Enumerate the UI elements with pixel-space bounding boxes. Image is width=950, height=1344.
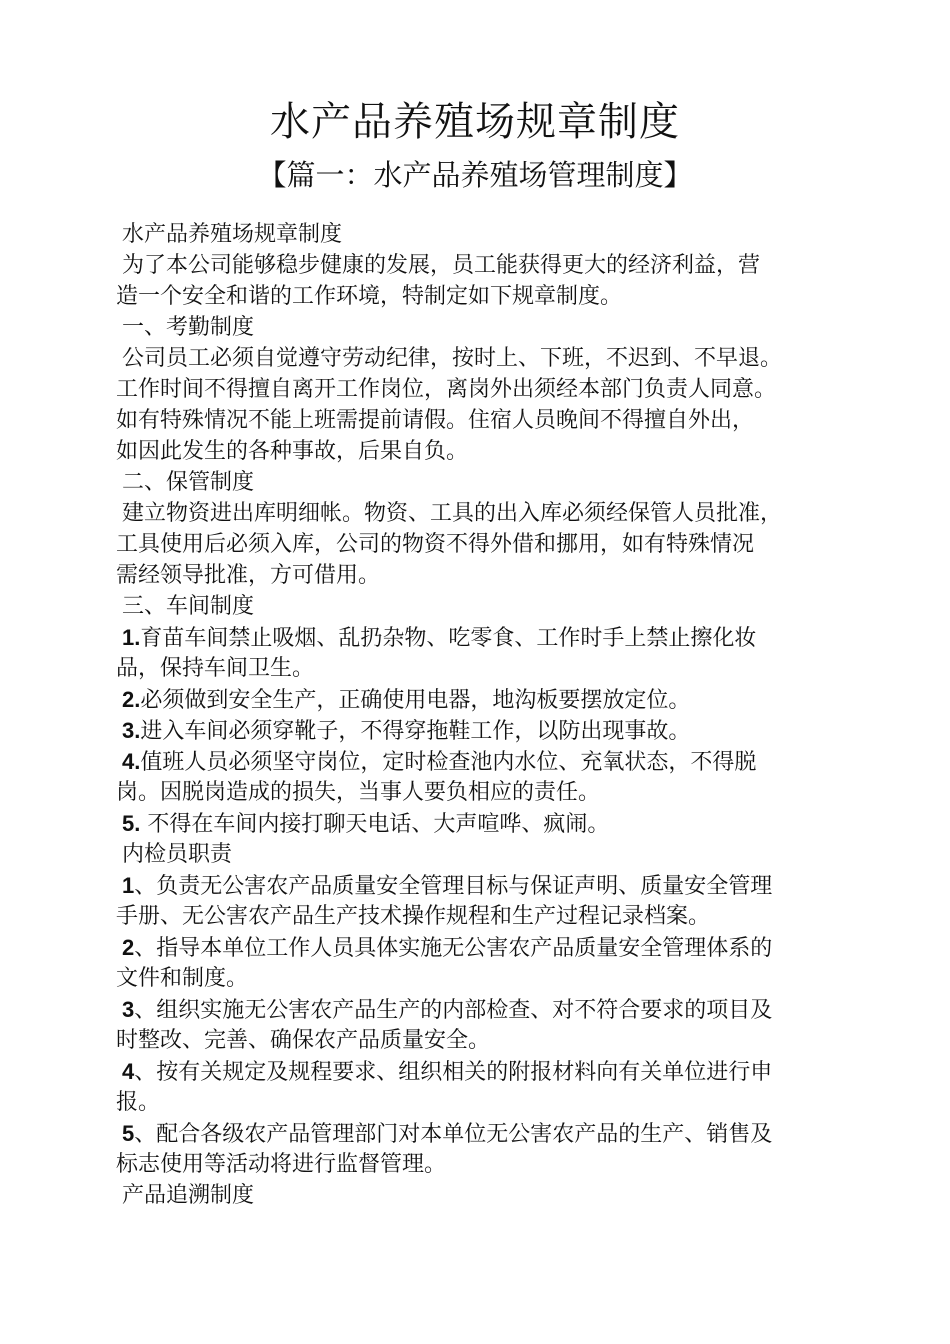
list-number: 1.	[122, 625, 141, 650]
body-line: 一、考勤制度	[122, 315, 255, 340]
body-line: 时整改、完善、确保农产品质量安全。	[116, 1028, 491, 1053]
body-line: 手册、无公害农产品生产技术操作规程和生产过程记录档案。	[116, 904, 711, 929]
body-line: 工具使用后必须入库，公司的物资不得外借和挪用，如有特殊情况	[116, 532, 755, 557]
body-line: 二、保管制度	[122, 470, 255, 495]
list-text: 、组织实施无公害农产品生产的内部检查、对不符合要求的项目及	[134, 998, 773, 1023]
body-line: 内检员职责	[122, 842, 233, 867]
body-line: 需经领导批准，方可借用。	[116, 563, 381, 588]
body-line: 建立物资进出库明细帐。物资、工具的出入库必须经保管人员批准，	[122, 501, 783, 526]
list-number: 3.	[122, 718, 141, 743]
list-number: 3	[122, 997, 135, 1022]
body-line	[116, 622, 876, 653]
list-number: 4.	[122, 749, 141, 774]
body-line	[116, 684, 876, 715]
body-line: 如因此发生的各种事故，后果自负。	[116, 439, 469, 464]
body-line	[116, 1118, 876, 1149]
list-number: 2.	[122, 687, 141, 712]
list-text: 进入车间必须穿靴子，不得穿拖鞋工作，以防出现事故。	[140, 719, 691, 744]
body-line	[116, 870, 876, 901]
body-line: 为了本公司能够稳步健康的发展，员工能获得更大的经济利益，营	[122, 253, 761, 278]
body-line: 工作时间不得擅自离开工作岗位，离岗外出须经本部门负责人同意。	[116, 377, 777, 402]
section-subtitle: 【篇一：水产品养殖场管理制度】	[257, 158, 693, 192]
body-line	[116, 808, 876, 839]
list-number: 2	[122, 935, 135, 960]
body-line: 岗。因脱岗造成的损失，当事人要负相应的责任。	[116, 780, 601, 805]
list-text: 、配合各级农产品管理部门对本单位无公害农产品的生产、销售及	[134, 1122, 773, 1147]
list-number: 5.	[122, 811, 141, 836]
list-text: 必须做到安全生产，正确使用电器，地沟板要摆放定位。	[140, 688, 691, 713]
list-text: 值班人员必须坚守岗位，定时检查池内水位、充氧状态，不得脱	[140, 750, 757, 775]
body-line: 如有特殊情况不能上班需提前请假。住宿人员晚间不得擅自外出，	[116, 408, 755, 433]
list-number: 1	[122, 873, 135, 898]
list-text: 不得在车间内接打聊天电话、大声喧哗、疯闹。	[140, 812, 610, 837]
page-title: 水产品养殖场规章制度	[270, 99, 680, 145]
body-line: 公司员工必须自觉遵守劳动纪律，按时上、下班，不迟到、不早退。	[122, 346, 783, 371]
body-line: 产品追溯制度	[122, 1183, 255, 1208]
document-body	[116, 219, 876, 1211]
body-line: 造一个安全和谐的工作环境，特制定如下规章制度。	[116, 284, 623, 309]
body-line: 三、车间制度	[122, 594, 255, 619]
list-text: 、负责无公害农产品质量安全管理目标与保证声明、质量安全管理	[134, 874, 773, 899]
body-line	[116, 1056, 876, 1087]
body-line	[116, 932, 876, 963]
list-text: 、按有关规定及规程要求、组织相关的附报材料向有关单位进行申	[134, 1060, 773, 1085]
body-line: 品，保持车间卫生。	[116, 656, 315, 681]
body-line: 文件和制度。	[116, 966, 249, 991]
body-line	[116, 994, 876, 1025]
list-text: 、指导本单位工作人员具体实施无公害农产品质量安全管理体系的	[134, 936, 773, 961]
body-line: 报。	[116, 1090, 161, 1115]
body-line: 标志使用等活动将进行监督管理。	[116, 1152, 447, 1177]
body-line	[116, 715, 876, 746]
list-number: 4	[122, 1059, 135, 1084]
body-line: 水产品养殖场规章制度	[122, 222, 343, 247]
list-number: 5	[122, 1121, 135, 1146]
body-line	[116, 746, 876, 777]
list-text: 育苗车间禁止吸烟、乱扔杂物、吃零食、工作时手上禁止擦化妆	[140, 626, 757, 651]
